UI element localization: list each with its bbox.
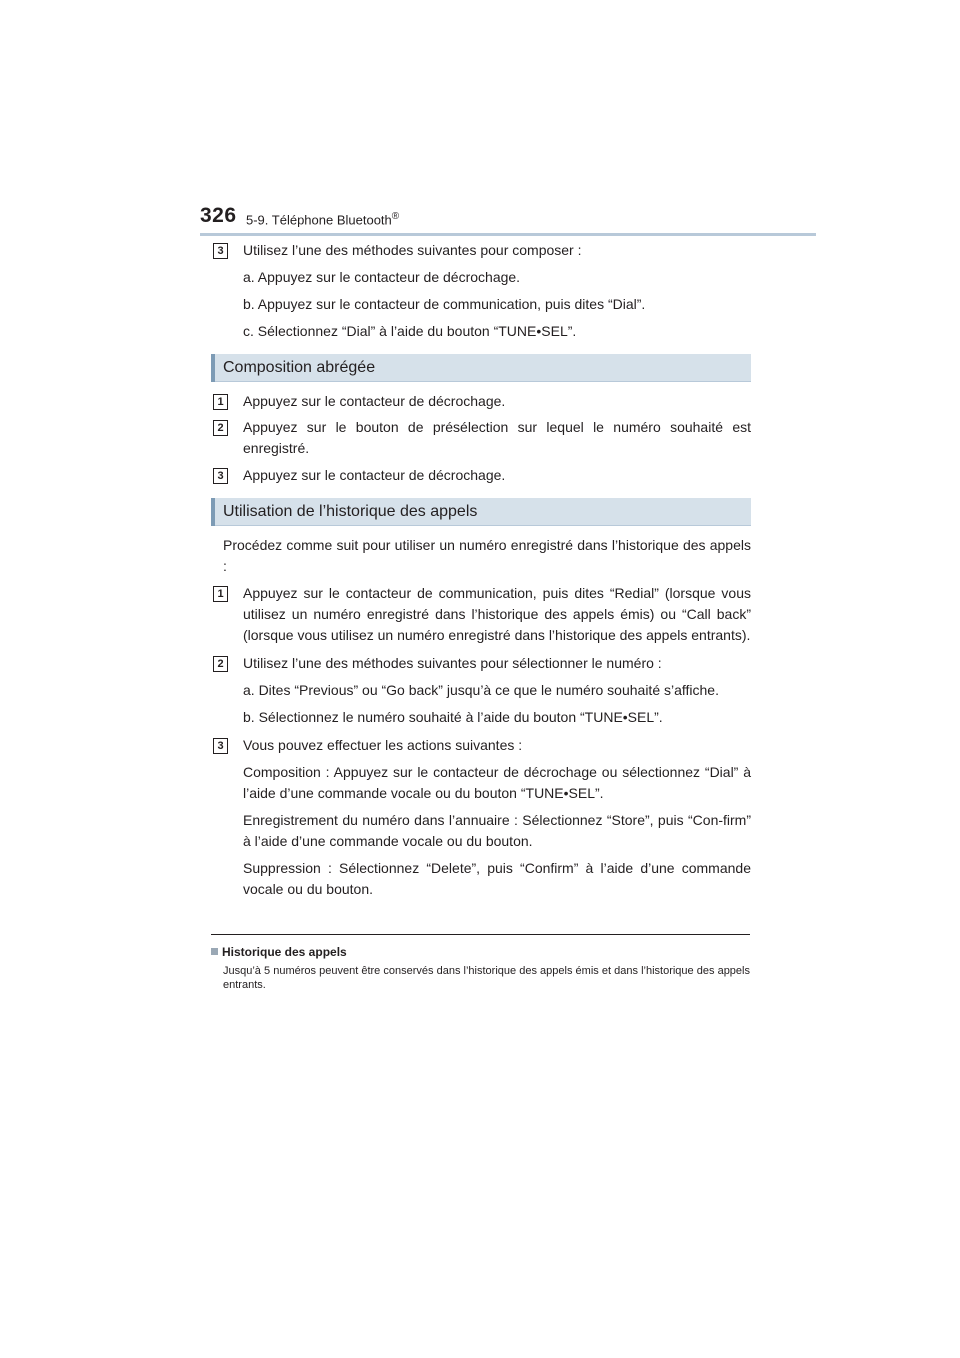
note-text: Jusqu’à 5 numéros peuvent être conservés dans l’historique des appels émis et dans l’historique des appels entrants. <box>223 965 750 991</box>
composition-step-2 <box>211 417 751 459</box>
step-3-compose <box>211 240 751 261</box>
step-number-badge: 2 <box>213 420 228 436</box>
history-option-b: b. Sélectionnez le numéro souhaité à l’aide du bouton “TUNE•SEL”. <box>243 709 663 725</box>
step-number-badge: 1 <box>213 586 228 602</box>
step-text: Vous pouvez effectuer les actions suivantes : <box>243 737 523 753</box>
step-number-badge: 1 <box>213 394 228 410</box>
heading-composition: Composition abrégée <box>211 354 751 382</box>
step-text: Appuyez sur le contacteur de communication, puis dites “Redial” (lorsque vous utilisez un numéro enregistré dans l’historique des appels émis) ou “Call back” (lorsque vous utilisez un numéro enregistré dans l’historique des appels entrants). <box>243 585 751 643</box>
note-rule <box>211 934 750 935</box>
history-step-3 <box>211 735 751 756</box>
composition-step-1 <box>211 391 751 412</box>
history-step-1 <box>211 583 751 646</box>
composition-step-3 <box>211 465 751 486</box>
step-text: Appuyez sur le contacteur de décrochage. <box>243 393 506 409</box>
history-step-2 <box>211 653 751 674</box>
heading-call-history: Utilisation de l’historique des appels <box>211 498 751 526</box>
step-number-badge: 3 <box>213 243 228 259</box>
action-delete: Suppression : Sélectionnez “Delete”, puis “Confirm” à l’aide d’une commande vocale ou du bouton. <box>243 860 751 897</box>
action-store: Enregistrement du numéro dans l’annuaire : Sélectionnez “Store”, puis “Con-firm” à l’aide d’une commande vocale ou du bouton. <box>243 812 751 849</box>
page-number: 326 <box>200 204 237 227</box>
square-bullet-icon <box>211 948 218 955</box>
history-option-a: a. Dites “Previous” ou “Go back” jusqu’à ce que le numéro souhaité s’affiche. <box>243 682 719 698</box>
step-number-badge: 2 <box>213 656 228 672</box>
step-text: Appuyez sur le bouton de présélection sur lequel le numéro souhaité est enregistré. <box>243 419 751 456</box>
option-c: c. Sélectionnez “Dial” à l’aide du bouton “TUNE•SEL”. <box>243 323 577 339</box>
note-call-history <box>211 934 750 992</box>
option-a: a. Appuyez sur le contacteur de décrochage. <box>243 269 521 285</box>
action-composition: Composition : Appuyez sur le contacteur de décrochage ou sélectionnez “Dial” à l’aide d’une commande vocale ou du bouton “TUNE•SEL”. <box>243 764 751 801</box>
step-text: Utilisez l’une des méthodes suivantes pour sélectionner le numéro : <box>243 655 662 671</box>
header-rule <box>200 233 816 236</box>
note-title: Historique des appels <box>211 945 750 959</box>
step-text: Appuyez sur le contacteur de décrochage. <box>243 467 506 483</box>
step-number-badge: 3 <box>213 468 228 484</box>
step-number-badge: 3 <box>213 738 228 754</box>
option-b: b. Appuyez sur le contacteur de communication, puis dites “Dial”. <box>243 296 646 312</box>
page-content <box>211 240 751 900</box>
page-header <box>200 204 816 234</box>
section-title: 5-9. Téléphone Bluetooth® <box>246 211 400 228</box>
step-text: Utilisez l’une des méthodes suivantes pour composer : <box>243 242 582 258</box>
history-intro: Procédez comme suit pour utiliser un numéro enregistré dans l’historique des appels : <box>223 537 751 574</box>
